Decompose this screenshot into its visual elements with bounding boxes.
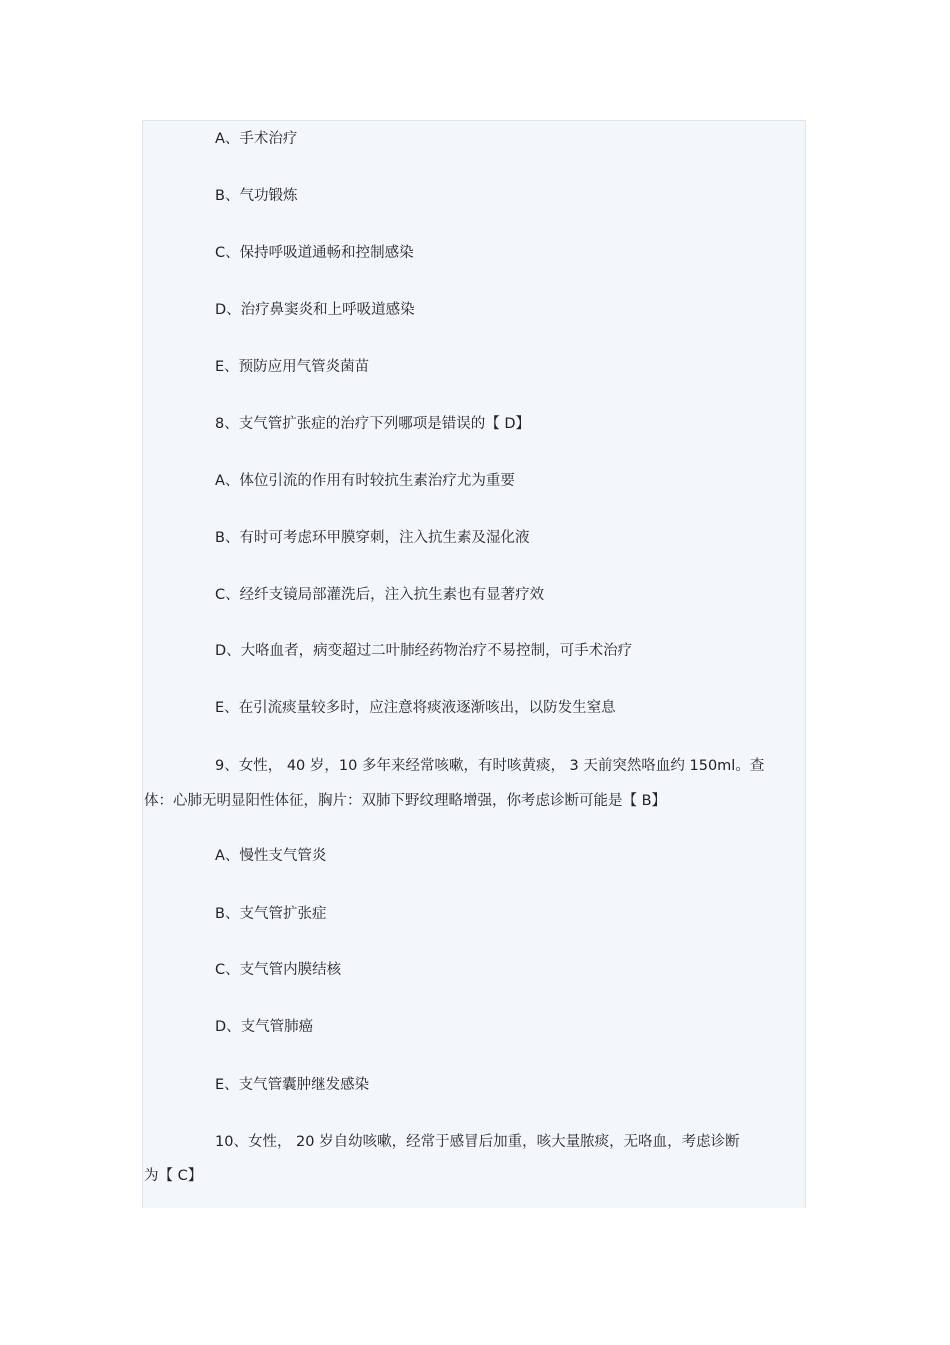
q7-option-a: A、手术治疗 [215, 131, 298, 147]
q7-option-b: B、气功锻炼 [215, 188, 298, 204]
q7-option-d: D、治疗鼻窦炎和上呼吸道感染 [215, 302, 415, 318]
q10-stem-line2: 为【 C】 [144, 1168, 203, 1184]
q9-option-a: A、慢性支气管炎 [215, 848, 327, 864]
q9-option-c: C、支气管内膜结核 [215, 962, 342, 978]
q8-option-b: B、有时可考虑环甲膜穿刺，注入抗生素及湿化液 [215, 530, 530, 546]
q7-option-e: E、预防应用气管炎菌苗 [215, 359, 370, 375]
q8-stem: 8、支气管扩张症的治疗下列哪项是错误的【 D】 [215, 416, 530, 432]
document-panel [142, 120, 806, 1208]
q8-option-d: D、大咯血者，病变超过二叶肺经药物治疗不易控制，可手术治疗 [215, 643, 633, 659]
q8-option-e: E、在引流痰量较多时，应注意将痰液逐渐咳出，以防发生窒息 [215, 700, 616, 716]
q8-option-c: C、经纤支镜局部灌洗后，注入抗生素也有显著疗效 [215, 587, 545, 603]
q9-option-b: B、支气管扩张症 [215, 906, 327, 922]
q10-stem-line1: 10、女性， 20 岁自幼咳嗽，经常于感冒后加重，咳大量脓痰，无咯血，考虑诊断 [215, 1134, 740, 1150]
q7-option-c: C、保持呼吸道通畅和控制感染 [215, 245, 414, 261]
q9-stem-line2: 体：心肺无明显阳性体征，胸片：双肺下野纹理略增强，你考虑诊断可能是【 B】 [144, 793, 667, 809]
q8-option-a: A、体位引流的作用有时较抗生素治疗尤为重要 [215, 473, 515, 489]
q9-stem-line1: 9、女性， 40 岁，10 多年来经常咳嗽，有时咳黄痰， 3 天前突然咯血约 150ml。查 [215, 758, 765, 774]
q9-option-d: D、支气管肺癌 [215, 1019, 314, 1035]
q9-option-e: E、支气管囊肿继发感染 [215, 1077, 370, 1093]
